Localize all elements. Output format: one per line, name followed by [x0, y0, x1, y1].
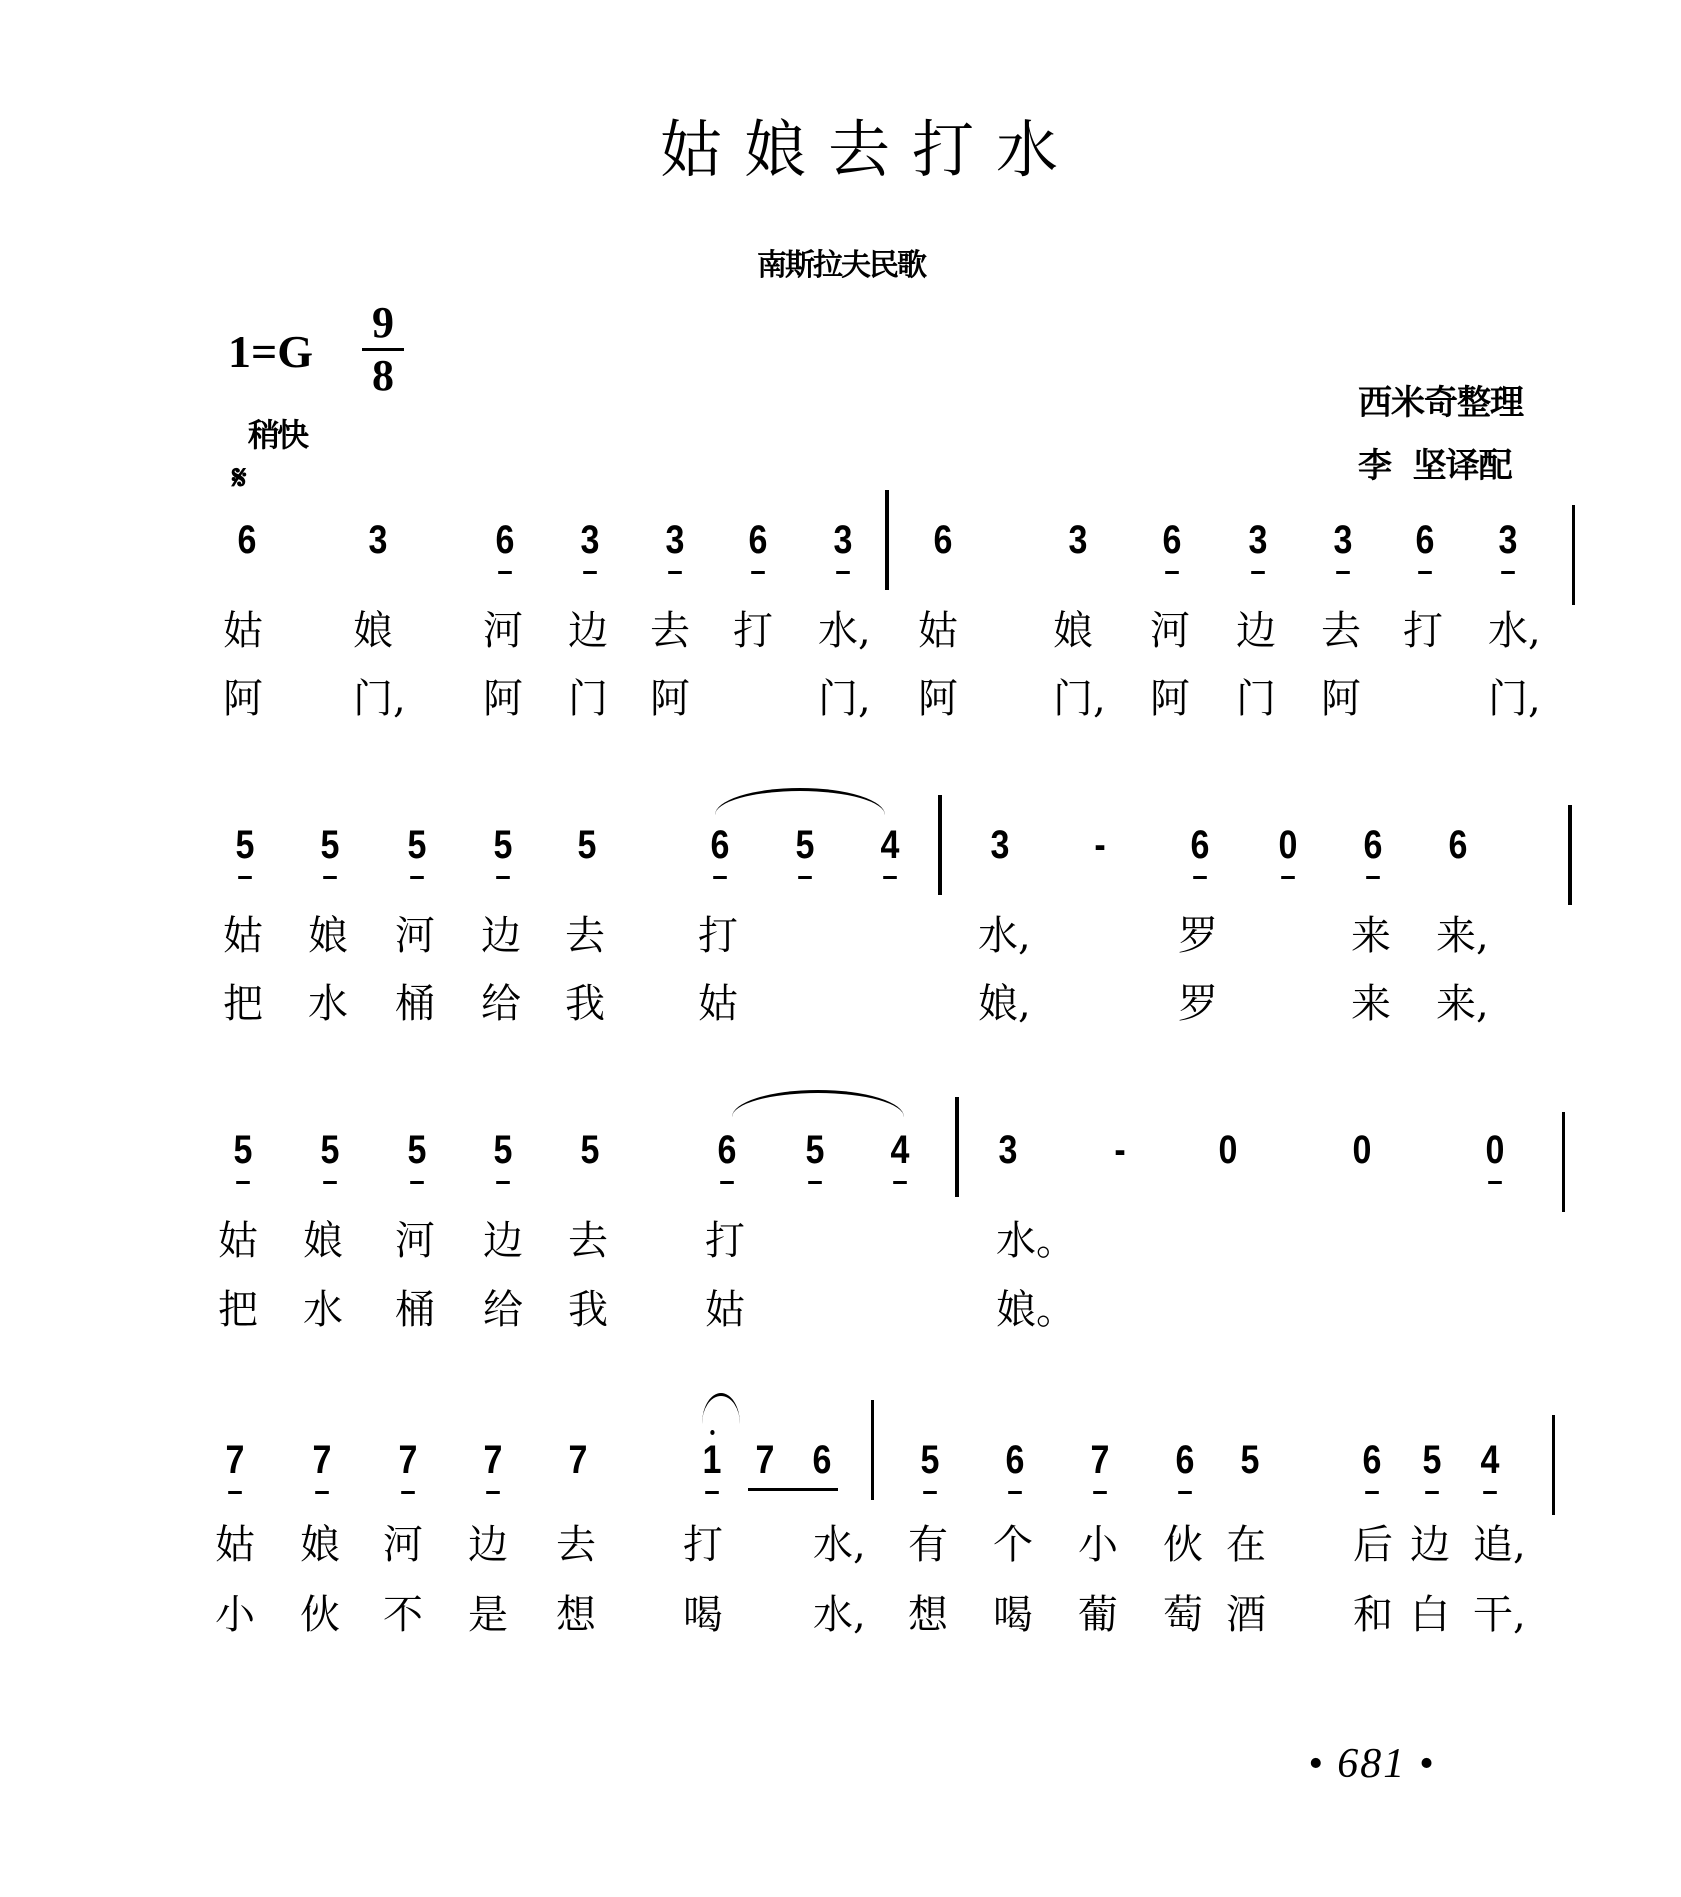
lyric-verse-1: 边: [568, 608, 608, 654]
jianpu-note: 7: [755, 1438, 775, 1482]
lyric-verse-1: 个: [993, 1522, 1033, 1568]
lyric-verse-1: 边: [481, 913, 521, 959]
lyric-verse-1: 边: [1410, 1522, 1450, 1568]
lyric-verse-1: 打: [698, 913, 738, 959]
jianpu-note: 3: [368, 518, 388, 562]
lyric-verse-1: 来: [1351, 913, 1391, 959]
lyric-verse-2: 娘,: [978, 981, 1031, 1027]
lyric-verse-1: 打: [1403, 608, 1443, 654]
jianpu-note: 0: [1271, 823, 1305, 867]
jianpu-note: 6: [237, 518, 257, 562]
jianpu-note: 6: [1183, 823, 1217, 867]
lyric-verse-2: 白: [1410, 1592, 1450, 1638]
lyric-verse-2: 水,: [813, 1592, 866, 1638]
lyric-verse-1: 去: [1321, 608, 1361, 654]
jianpu-note: 7: [476, 1438, 510, 1482]
lyric-verse-1: 伙: [1163, 1522, 1203, 1568]
jianpu-note: 5: [400, 823, 434, 867]
lyric-verse-1: 后: [1353, 1522, 1393, 1568]
lyric-verse-2: 姑: [698, 981, 738, 1027]
lyric-verse-2: 想: [908, 1592, 948, 1638]
lyric-verse-2: 萄: [1163, 1592, 1203, 1638]
lyric-verse-2: 门,: [1053, 676, 1106, 722]
jianpu-note: 6: [1168, 1438, 1202, 1482]
jianpu-note: 3: [1491, 518, 1525, 562]
lyric-verse-1: 姑: [223, 608, 263, 654]
song-title: 姑娘去打水: [660, 113, 1081, 186]
lyric-verse-1: 去: [556, 1522, 596, 1568]
lyric-verse-1: 罗: [1178, 913, 1218, 959]
lyric-verse-1: 姑: [215, 1522, 255, 1568]
lyric-verse-2: 小: [215, 1592, 255, 1638]
song-origin: 南斯拉夫民歌: [757, 248, 925, 283]
lyric-verse-2: 门: [1236, 676, 1276, 722]
barline: [938, 795, 942, 895]
dash-extension: -: [1114, 1128, 1126, 1172]
lyric-verse-2: 阿: [650, 676, 690, 722]
lyric-verse-1: 去: [568, 1218, 608, 1264]
jianpu-note: 5: [798, 1128, 832, 1172]
lyric-verse-2: 阿: [1321, 676, 1361, 722]
jianpu-note: 5: [313, 823, 347, 867]
lyric-verse-1: 水,: [978, 913, 1031, 959]
lyric-verse-1: 去: [565, 913, 605, 959]
barline: [871, 1400, 874, 1500]
jianpu-note: 6: [710, 1128, 744, 1172]
lyric-verse-1: 边: [483, 1218, 523, 1264]
lyric-verse-2: 门,: [818, 676, 871, 722]
time-signature-denominator: 8: [372, 351, 394, 400]
jianpu-note: 4: [873, 823, 907, 867]
jianpu-note: 6: [1355, 1438, 1389, 1482]
barline-end: [1572, 505, 1575, 605]
lyric-verse-1: 娘: [303, 1218, 343, 1264]
lyric-verse-2: 喝: [683, 1592, 723, 1638]
lyric-verse-1: 水,: [1488, 608, 1541, 654]
jianpu-note: 4: [883, 1128, 917, 1172]
lyric-verse-1: 姑: [223, 913, 263, 959]
lyric-verse-1: 河: [383, 1522, 423, 1568]
lyric-verse-1: 河: [1150, 608, 1190, 654]
barline: [955, 1097, 959, 1197]
jianpu-note: 5: [577, 823, 597, 867]
lyric-verse-2: 娘。: [996, 1287, 1076, 1333]
lyric-verse-1: 河: [395, 1218, 435, 1264]
jianpu-note: 5: [228, 823, 262, 867]
lyric-verse-1: 来,: [1436, 913, 1489, 959]
segno-icon: 𝄋: [232, 458, 247, 498]
lyric-verse-1: 水,: [818, 608, 871, 654]
jianpu-note: 6: [812, 1438, 832, 1482]
jianpu-note: 3: [1068, 518, 1088, 562]
jianpu-note: 5: [486, 823, 520, 867]
lyric-verse-2: 想: [556, 1592, 596, 1638]
jianpu-note: 5: [1240, 1438, 1260, 1482]
slur: [715, 788, 885, 815]
lyric-verse-2: 水: [303, 1287, 343, 1333]
lyric-verse-1: 打: [683, 1522, 723, 1568]
translator-credit: 李 坚译配: [1358, 446, 1512, 486]
lyric-verse-1: 姑: [218, 1218, 258, 1264]
lyric-verse-1: 水,: [813, 1522, 866, 1568]
jianpu-note: 0: [1478, 1128, 1512, 1172]
time-signature-numerator: 9: [372, 298, 394, 347]
lyric-verse-2: 水: [308, 981, 348, 1027]
lyric-verse-1: 有: [908, 1522, 948, 1568]
jianpu-note: 0: [1218, 1128, 1238, 1172]
lyric-verse-1: 在: [1226, 1522, 1266, 1568]
lyric-verse-1: 娘: [1053, 608, 1093, 654]
lyric-verse-2: 门,: [353, 676, 406, 722]
lyric-verse-2: 桶: [395, 1287, 435, 1333]
lyric-verse-2: 我: [565, 981, 605, 1027]
lyric-verse-2: 和: [1353, 1592, 1393, 1638]
jianpu-note: 6: [488, 518, 522, 562]
lyric-verse-2: 葡: [1078, 1592, 1118, 1638]
lyric-verse-2: 阿: [1150, 676, 1190, 722]
lyric-verse-1: 小: [1078, 1522, 1118, 1568]
jianpu-note: 6: [1408, 518, 1442, 562]
jianpu-note: 5: [913, 1438, 947, 1482]
jianpu-note: 7: [568, 1438, 588, 1482]
lyric-verse-2: 门,: [1488, 676, 1541, 722]
barline-end: [1568, 805, 1572, 905]
lyric-verse-2: 不: [383, 1592, 423, 1638]
lyric-verse-1: 河: [483, 608, 523, 654]
slur: [702, 1393, 740, 1424]
lyric-verse-1: 娘: [308, 913, 348, 959]
jianpu-note: 6: [933, 518, 953, 562]
jianpu-note: 3: [658, 518, 692, 562]
lyric-verse-1: 河: [395, 913, 435, 959]
jianpu-note: 3: [1326, 518, 1360, 562]
lyric-verse-1: 去: [650, 608, 690, 654]
octave-dot-icon: [710, 1430, 714, 1435]
dash-extension: -: [1094, 823, 1106, 867]
jianpu-note: 5: [400, 1128, 434, 1172]
barline-end: [1562, 1112, 1565, 1212]
jianpu-note: 7: [1083, 1438, 1117, 1482]
jianpu-note: 7: [218, 1438, 252, 1482]
barline-end: [1552, 1415, 1555, 1515]
jianpu-note: 3: [573, 518, 607, 562]
lyric-verse-2: 我: [568, 1287, 608, 1333]
jianpu-note: 5: [580, 1128, 600, 1172]
lyric-verse-2: 门: [568, 676, 608, 722]
barline: [885, 490, 889, 590]
jianpu-note: 6: [703, 823, 737, 867]
lyric-verse-1: 打: [705, 1218, 745, 1264]
jianpu-note: 3: [1241, 518, 1275, 562]
lyric-verse-1: 姑: [918, 608, 958, 654]
lyric-verse-2: 喝: [993, 1592, 1033, 1638]
time-signature: [362, 300, 404, 399]
jianpu-note: 0: [1352, 1128, 1372, 1172]
lyric-verse-2: 给: [481, 981, 521, 1027]
lyric-verse-2: 阿: [483, 676, 523, 722]
lyric-verse-1: 娘: [300, 1522, 340, 1568]
lyric-verse-2: 来,: [1436, 981, 1489, 1027]
jianpu-note: 1: [695, 1438, 729, 1482]
lyric-verse-1: 娘: [353, 608, 393, 654]
lyric-verse-1: 边: [1236, 608, 1276, 654]
jianpu-note: 6: [1155, 518, 1189, 562]
jianpu-note: 5: [313, 1128, 347, 1172]
beam-underline: [748, 1488, 838, 1491]
lyric-verse-2: 伙: [300, 1592, 340, 1638]
jianpu-note: 6: [1356, 823, 1390, 867]
lyric-verse-2: 干,: [1473, 1592, 1526, 1638]
jianpu-note: 6: [998, 1438, 1032, 1482]
tempo-marking: 稍快: [248, 416, 307, 454]
lyric-verse-2: 给: [483, 1287, 523, 1333]
lyric-verse-2: 桶: [395, 981, 435, 1027]
jianpu-note: 7: [391, 1438, 425, 1482]
jianpu-note: 5: [1415, 1438, 1449, 1482]
jianpu-note: 6: [741, 518, 775, 562]
arranger-credit: 西米奇整理: [1358, 383, 1523, 423]
key-signature: 1=G: [228, 326, 313, 377]
jianpu-note: 4: [1473, 1438, 1507, 1482]
lyric-verse-2: 把: [223, 981, 263, 1027]
lyric-verse-2: 酒: [1226, 1592, 1266, 1638]
lyric-verse-2: 阿: [918, 676, 958, 722]
jianpu-note: 5: [486, 1128, 520, 1172]
lyric-verse-2: 阿: [223, 676, 263, 722]
jianpu-note: 3: [826, 518, 860, 562]
lyric-verse-2: 是: [468, 1592, 508, 1638]
jianpu-note: 3: [990, 823, 1010, 867]
lyric-verse-2: 来: [1351, 981, 1391, 1027]
page-number: • 681 •: [1308, 1741, 1436, 1787]
jianpu-note: 5: [226, 1128, 260, 1172]
jianpu-note: 3: [998, 1128, 1018, 1172]
lyric-verse-2: 把: [218, 1287, 258, 1333]
lyric-verse-1: 水。: [996, 1218, 1076, 1264]
jianpu-note: 5: [788, 823, 822, 867]
lyric-verse-2: 罗: [1178, 981, 1218, 1027]
lyric-verse-2: 姑: [705, 1287, 745, 1333]
lyric-verse-1: 打: [733, 608, 773, 654]
jianpu-note: 6: [1448, 823, 1468, 867]
slur: [732, 1090, 904, 1117]
lyric-verse-1: 边: [468, 1522, 508, 1568]
jianpu-note: 7: [305, 1438, 339, 1482]
lyric-verse-1: 追,: [1473, 1522, 1526, 1568]
